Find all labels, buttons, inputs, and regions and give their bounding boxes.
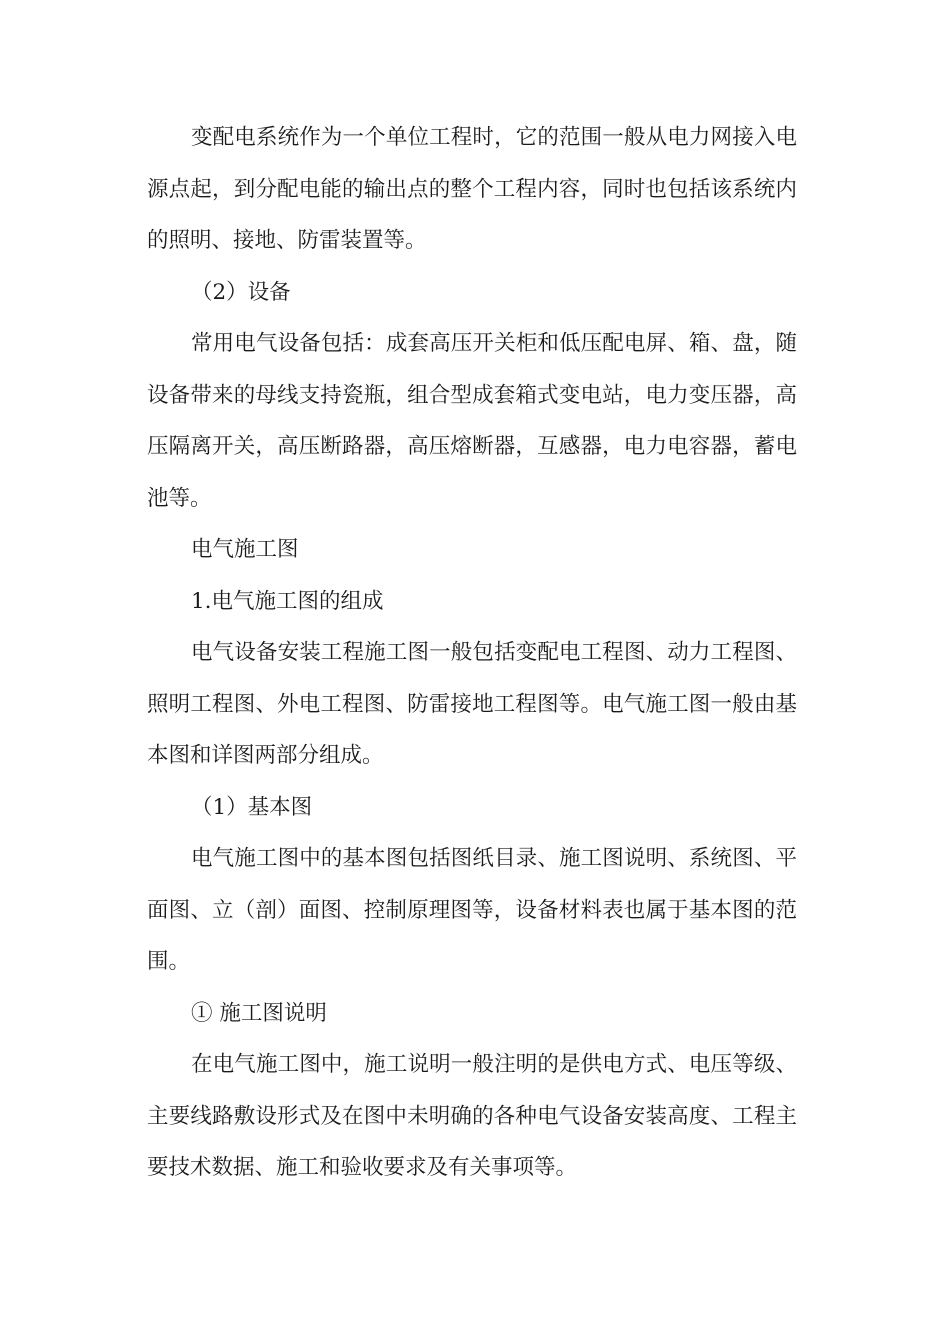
paragraph-drawing-types: 电气设备安装工程施工图一般包括变配电工程图、动力工程图、照明工程图、外电工程图、防雷接地工程图等。电气施工图一般由基本图和详图两部分组成。 [147, 640, 797, 768]
paragraph-basic-drawings: 电气施工图中的基本图包括图纸目录、施工图说明、系统图、平面图、立（剖）面图、控制原理图等，设备材料表也属于基本图的范围。 [147, 846, 797, 974]
paragraph-construction-notes: 在电气施工图中，施工说明一般注明的是供电方式、电压等级、主要线路敷设形式及在图中未明确的各种电气设备安装高度、工程主要技术数据、施工和验收要求及有关事项等。 [147, 1052, 797, 1180]
heading-electrical-drawings: 电气施工图 [191, 537, 299, 562]
document-body [147, 112, 797, 1194]
heading-basic-drawings: （1）基本图 [191, 794, 313, 820]
paragraph-substation-scope: 变配电系统作为一个单位工程时，它的范围一般从电力网接入电源点起，到分配电能的输出点的整个工程内容，同时也包括该系统内的照明、接地、防雷装置等。 [147, 125, 797, 253]
heading-equipment: （2）设备 [191, 279, 291, 305]
paragraph-common-equipment: 常用电气设备包括：成套高压开关柜和低压配电屏、箱、盘，随设备带来的母线支持瓷瓶，组合型成套箱式变电站，电力变压器，高压隔离开关，高压断路器，高压熔断器，互感器，电力电容器，蓄电池等。 [147, 331, 797, 511]
heading-drawing-composition: 1.电气施工图的组成 [191, 588, 384, 614]
heading-construction-notes: ① 施工图说明 [191, 1000, 327, 1026]
